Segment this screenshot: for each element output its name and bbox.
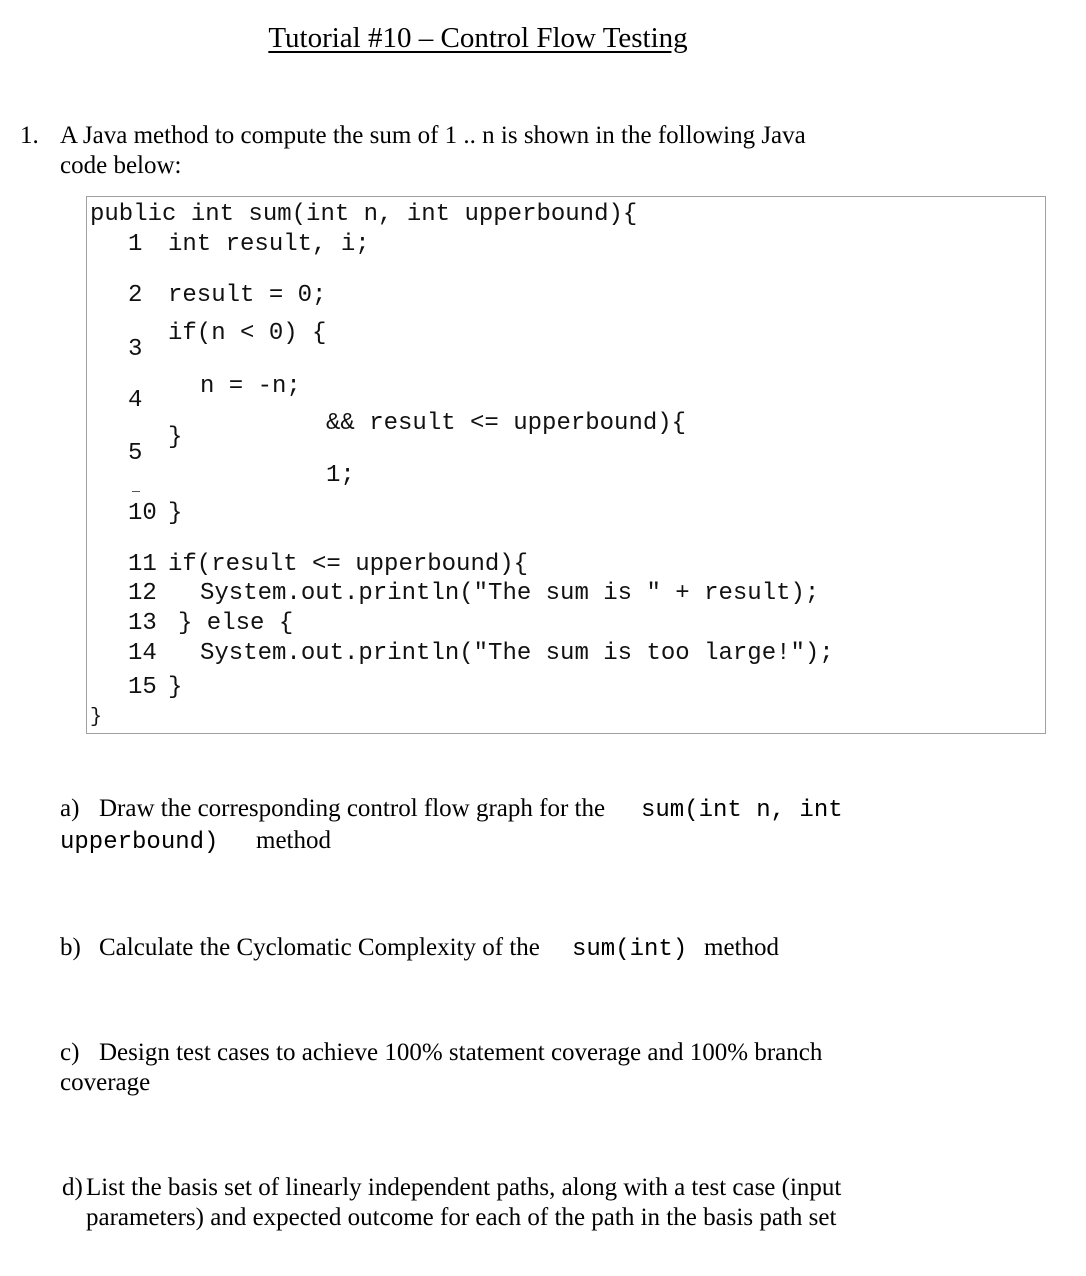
code-line-text: System.out.println("The sum is " + result); — [200, 580, 820, 607]
code-line-text: if(result <= upperbound){ — [168, 551, 529, 578]
part-b-label: b) — [60, 934, 81, 961]
code-line-number: 1 — [128, 231, 143, 258]
code-line-number: 4 — [128, 387, 143, 414]
code-line-number: 3 — [128, 336, 143, 363]
code-line-number: 5 — [128, 440, 143, 467]
part-d-text-line1: List the basis set of linearly independent paths, along with a test case (input — [86, 1174, 842, 1201]
code-line-number: 2 — [128, 282, 143, 309]
code-line-text: result = 0; — [168, 282, 327, 309]
part-a-code: upperbound) — [60, 829, 219, 856]
code-line-number: 11 — [128, 551, 157, 578]
part-b-text: method — [704, 934, 779, 961]
code-line-text: int result, i; — [168, 231, 370, 258]
part-d-label: d) — [62, 1174, 83, 1201]
code-line-text: } — [168, 424, 183, 451]
part-a-code: sum(int n, int — [641, 797, 843, 824]
part-a-text: method — [256, 827, 331, 854]
code-fragment: && result <= upperbound){ — [326, 410, 687, 437]
code-line-number: 13 — [128, 610, 157, 637]
part-b-text: Calculate the Cyclomatic Complexity of the — [99, 934, 540, 961]
code-line-text: System.out.println("The sum is too large!"); — [200, 640, 834, 667]
part-a-label: a) — [60, 795, 80, 822]
code-line-number: 10 — [128, 500, 157, 527]
code-fragment: 1; — [326, 462, 355, 489]
part-d-text-line2: parameters) and expected outcome for each of the path in the basis path set — [86, 1204, 837, 1231]
part-c-label: c) — [60, 1039, 80, 1066]
part-c-text-line2: coverage — [60, 1069, 151, 1096]
code-line-number: 14 — [128, 640, 157, 667]
code-line-number: 12 — [128, 580, 157, 607]
code-line-text: n = -n; — [200, 373, 301, 400]
code-line-text: } — [168, 674, 183, 701]
clipped-line-mark — [132, 491, 140, 492]
code-signature: public int sum(int n, int upperbound){ — [90, 201, 638, 228]
code-line-text: } else { — [178, 610, 294, 637]
code-line-text: } — [168, 500, 183, 527]
code-closing-brace: } — [90, 706, 103, 729]
part-b-code: sum(int) — [572, 936, 688, 963]
question-number: 1. — [20, 122, 39, 149]
part-c-text-line1: Design test cases to achieve 100% statement coverage and 100% branch — [99, 1039, 823, 1066]
part-a-text: Draw the corresponding control flow graph for the — [99, 795, 606, 822]
question-text-line2: code below: — [60, 152, 182, 179]
question-text-line1: A Java method to compute the sum of 1 .. n is shown in the following Java — [60, 122, 806, 149]
code-line-number: 15 — [128, 674, 157, 701]
page-title: Tutorial #10 – Control Flow Testing — [268, 22, 688, 54]
code-line-text: if(n < 0) { — [168, 320, 327, 347]
